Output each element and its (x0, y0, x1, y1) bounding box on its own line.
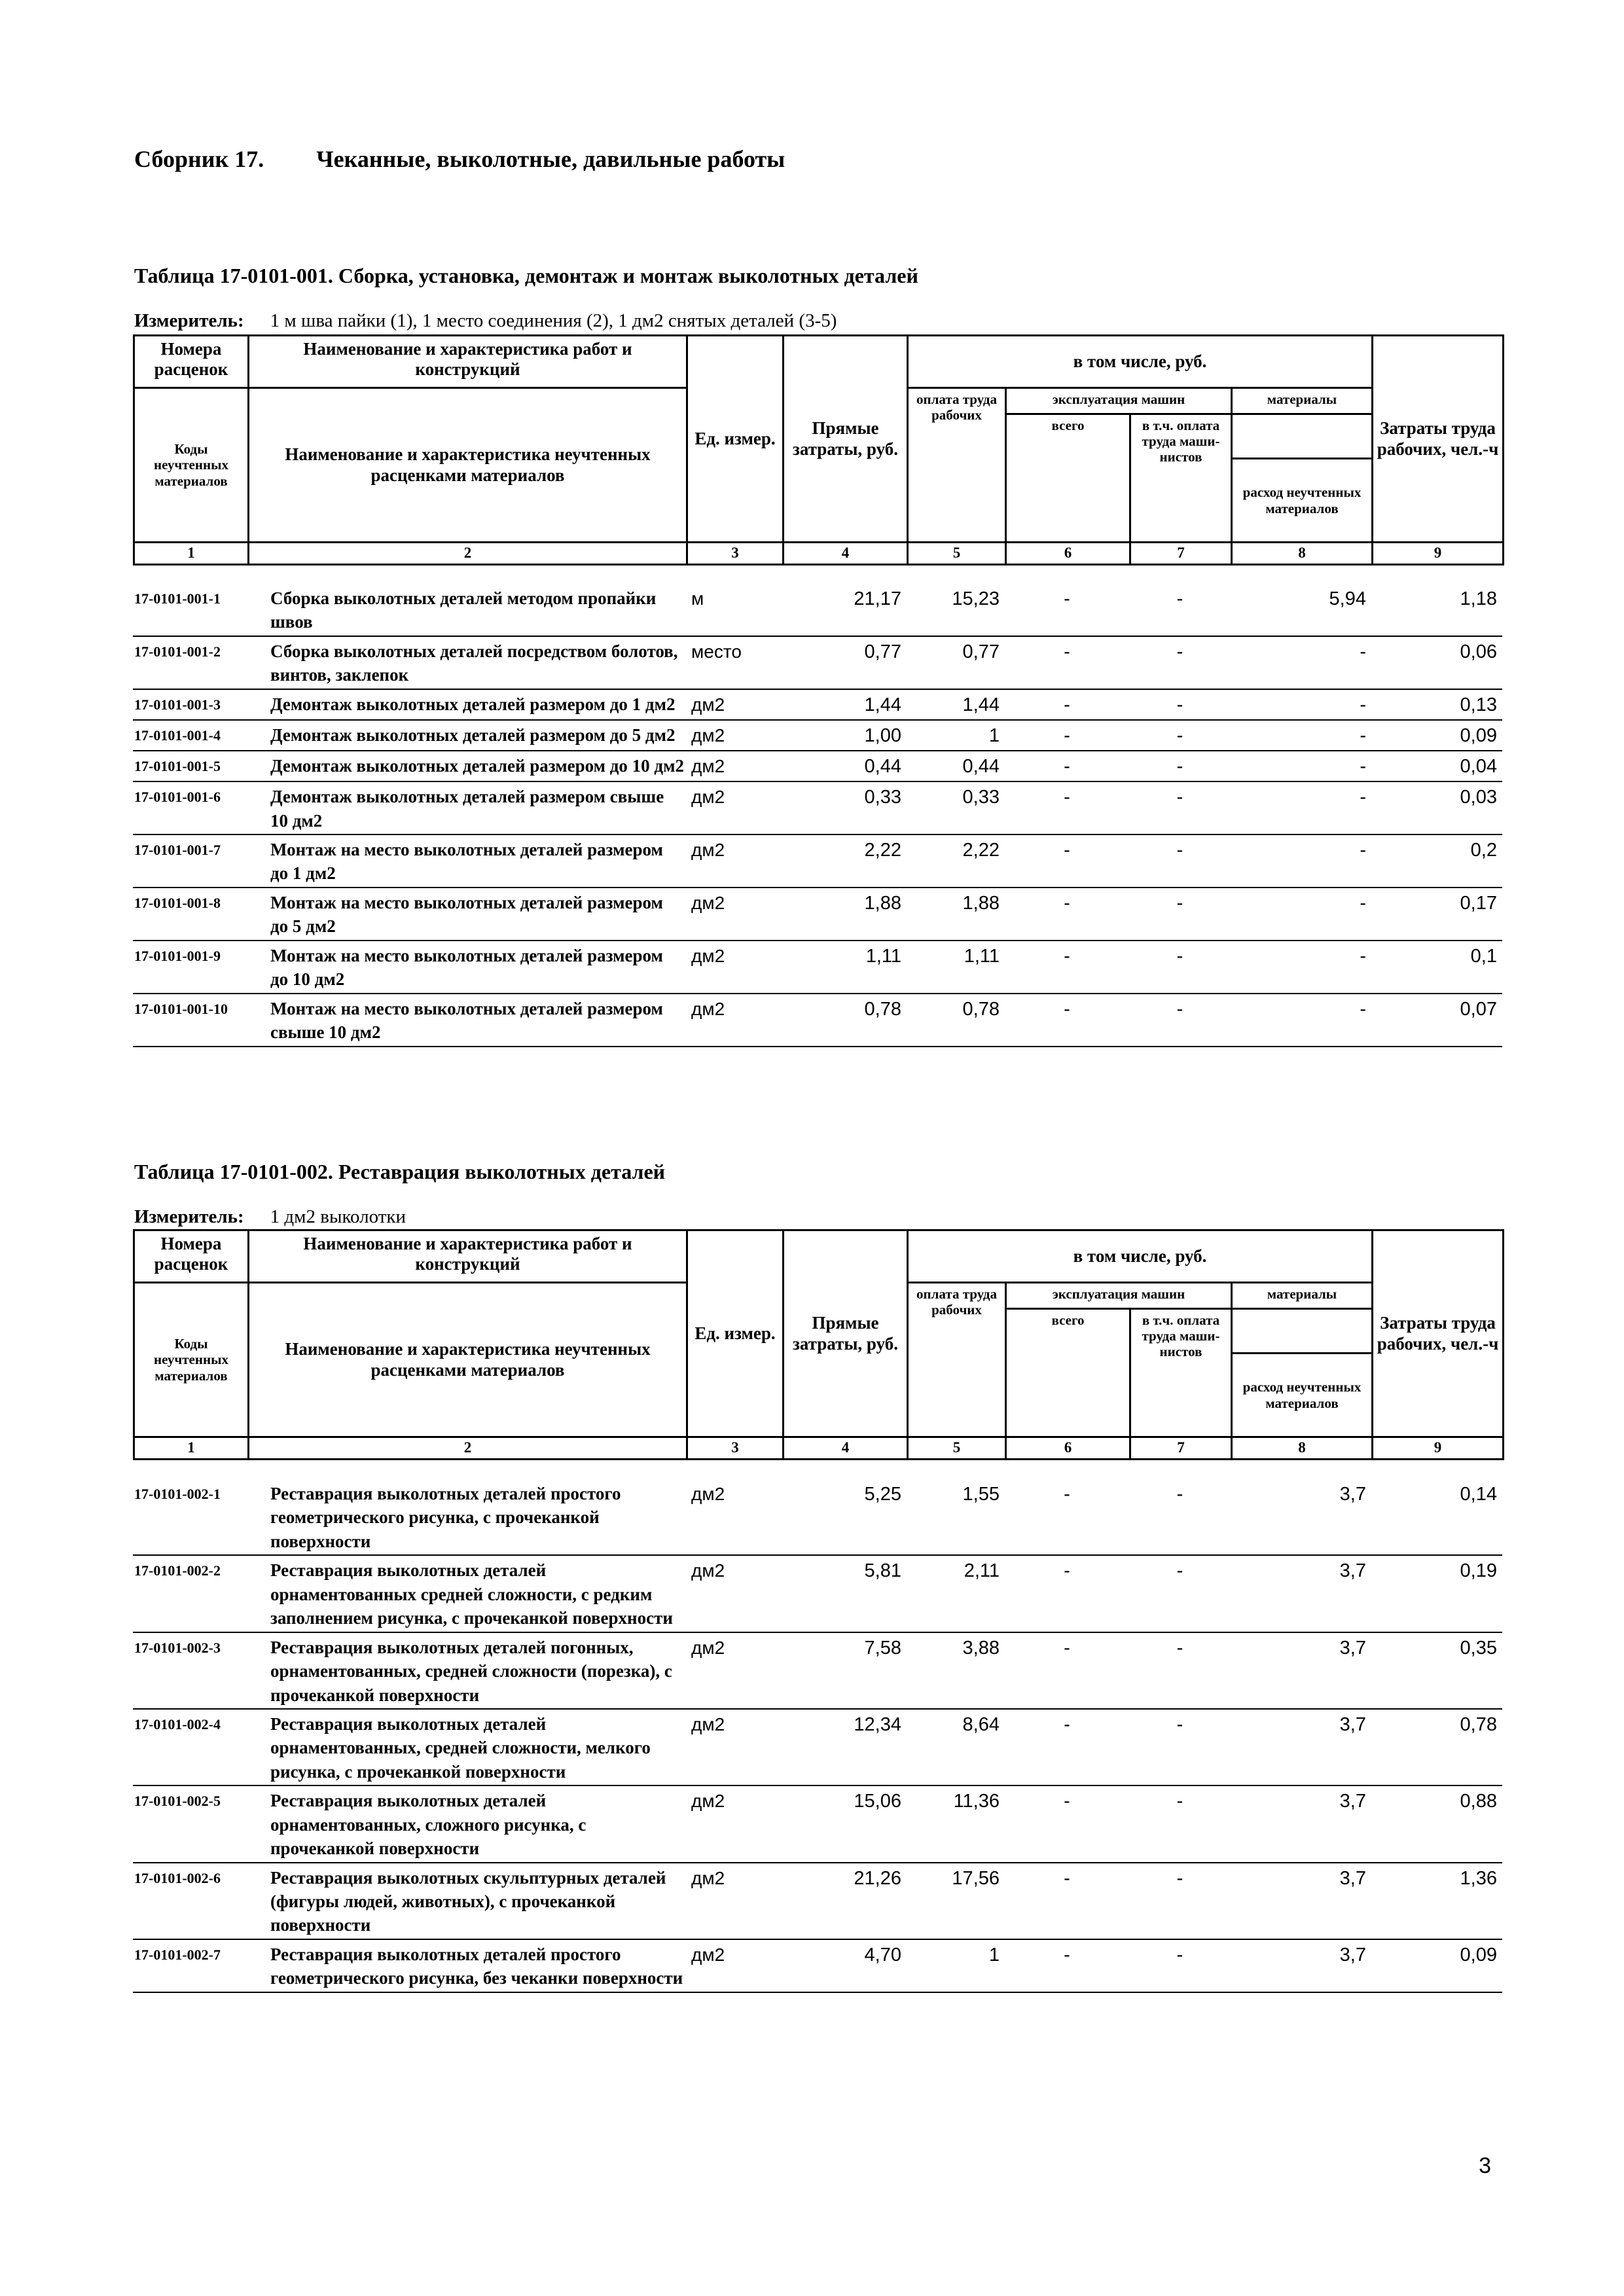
table-title: Таблица 17-0101-001. Сборка, установка, демонтаж и монтаж выколотных деталей (134, 264, 918, 287)
table-row (133, 636, 1502, 689)
column-number: 2 (249, 1437, 687, 1460)
table-row (133, 941, 1502, 994)
labor-pay: 11,36 (953, 1791, 1000, 1812)
direct-costs: 1,00 (864, 725, 901, 746)
labor-pay: 17,56 (952, 1867, 1000, 1889)
table-row (133, 1479, 1502, 1555)
labor-hours: 0,06 (1460, 641, 1497, 662)
unit: дм2 (691, 1867, 725, 1888)
header-total: всего (1006, 414, 1130, 543)
measure-value: 1 м шва пайки (1), 1 место соединения (2), 1 дм2 снятых деталей (3-5) (270, 310, 837, 331)
unit: дм2 (691, 725, 725, 745)
machine-operation: - (1064, 1484, 1070, 1505)
page-number: 3 (1479, 2153, 1491, 2178)
materials-cost: 3,7 (1339, 1637, 1366, 1659)
collection-header (134, 145, 785, 173)
materials-cost: - (1360, 725, 1366, 746)
table-header (133, 334, 1504, 565)
table-row (133, 1939, 1502, 1992)
table-row (133, 751, 1502, 781)
labor-pay: 1 (988, 1944, 1000, 1965)
direct-costs: 4,70 (864, 1944, 901, 1965)
table-row (133, 1555, 1502, 1632)
machinist-pay: - (1176, 998, 1183, 1020)
header-rate-number: Номера расценок (134, 336, 249, 388)
rate-code: 17-0101-001-5 (134, 758, 221, 775)
direct-costs: 5,25 (864, 1484, 901, 1505)
materials-cost: 5,94 (1329, 588, 1366, 609)
rate-code: 17-0101-002-1 (134, 1486, 221, 1502)
header-machinist-pay: в т.ч. оплата труда маши-нистов (1130, 414, 1232, 543)
work-name: Реставрация выколотных скульптурных деталей (фигуры людей, животных), с прочеканкой поверхности (270, 1867, 666, 1935)
labor-pay: 0,33 (962, 787, 1000, 808)
header-unaccounted-consumption: расход неучтенных материалов (1232, 1354, 1373, 1437)
materials-cost: - (1360, 840, 1366, 861)
header-direct-costs: Прямые затраты, руб. (784, 336, 908, 543)
column-number: 2 (249, 543, 687, 565)
direct-costs: 0,78 (864, 998, 901, 1020)
header-machine-operation: эксплуатация машин (1006, 1283, 1232, 1309)
rate-code: 17-0101-002-3 (134, 1639, 221, 1656)
column-number: 3 (687, 1437, 784, 1460)
materials-cost: - (1360, 998, 1366, 1020)
work-name: Сборка выколотных деталей методом пропайки швов (270, 588, 657, 632)
measure-line (134, 310, 837, 332)
rate-code: 17-0101-001-9 (134, 947, 221, 964)
rate-code: 17-0101-001-6 (134, 789, 221, 806)
column-number: 7 (1130, 1437, 1232, 1460)
direct-costs: 0,77 (864, 641, 901, 662)
work-name: Монтаж на место выколотных деталей размером свыше 10 дм2 (270, 998, 663, 1043)
labor-hours: 0,03 (1460, 787, 1497, 808)
machinist-pay: - (1176, 1713, 1183, 1735)
work-name: Реставрация выколотных деталей орнаментованных, средней сложности, мелкого рисунка, с прочеканкой поверхности (270, 1713, 651, 1782)
header-machinist-pay: в т.ч. оплата труда маши-нистов (1130, 1309, 1232, 1437)
header-unaccounted-consumption: расход неучтенных материалов (1232, 459, 1373, 543)
direct-costs: 21,26 (854, 1867, 901, 1889)
direct-costs: 12,34 (854, 1713, 901, 1735)
direct-costs: 1,44 (864, 694, 901, 715)
machine-operation: - (1064, 756, 1070, 778)
unit: дм2 (691, 1944, 725, 1965)
column-number: 6 (1006, 543, 1130, 565)
header-materials: материалы (1232, 388, 1373, 414)
materials-cost: - (1360, 694, 1366, 715)
labor-pay: 2,22 (962, 840, 1000, 861)
collection-subject: Чеканные, выколотные, давильные работы (316, 146, 785, 172)
header-materials: материалы (1232, 1283, 1373, 1309)
header-material-name: Наименование и характеристика неучтенных расценками материалов (249, 388, 687, 543)
direct-costs: 15,06 (854, 1791, 901, 1812)
machine-operation: - (1064, 945, 1070, 967)
table-row (133, 1863, 1502, 1939)
machine-operation: - (1064, 840, 1070, 861)
machine-operation: - (1064, 641, 1070, 662)
header-work-name: Наименование и характеристика работ и конструкций (249, 336, 687, 388)
table-title: Таблица 17-0101-002. Реставрация выколотных деталей (134, 1160, 666, 1183)
labor-pay: 0,77 (962, 641, 1000, 662)
measure-line (134, 1206, 406, 1228)
machinist-pay: - (1176, 725, 1183, 746)
unit: дм2 (691, 1713, 725, 1734)
unit: дм2 (691, 756, 725, 777)
labor-hours: 1,18 (1460, 588, 1497, 609)
header-direct-costs: Прямые затраты, руб. (784, 1230, 908, 1437)
labor-hours: 0,78 (1460, 1713, 1497, 1735)
column-number: 7 (1130, 543, 1232, 565)
work-name: Демонтаж выколотных деталей размером до 1 дм2 (270, 694, 676, 714)
unit: дм2 (691, 1560, 725, 1581)
header-work-name: Наименование и характеристика работ и конструкций (249, 1230, 687, 1283)
labor-hours: 0,17 (1460, 892, 1497, 914)
unit: м (691, 588, 704, 609)
labor-hours: 0,1 (1470, 945, 1497, 967)
header-labor-costs: Затраты труда рабочих, чел.-ч (1373, 336, 1504, 543)
header-including: в том числе, руб. (908, 1230, 1373, 1283)
materials-cost: 3,7 (1339, 1791, 1366, 1812)
unit: дм2 (691, 892, 725, 913)
header-labor-pay: оплата труда рабочих (908, 388, 1006, 543)
header-machine-operation: эксплуатация машин (1006, 388, 1232, 414)
rate-code: 17-0101-001-7 (134, 842, 221, 859)
rate-code: 17-0101-002-6 (134, 1869, 221, 1886)
collection-number: Сборник 17. (134, 146, 264, 172)
work-name: Демонтаж выколотных деталей размером до 10 дм2 (270, 756, 684, 776)
work-name: Демонтаж выколотных деталей размером свыше 10 дм2 (270, 787, 664, 831)
rate-code: 17-0101-001-2 (134, 643, 221, 660)
direct-costs: 7,58 (864, 1637, 901, 1659)
machinist-pay: - (1176, 945, 1183, 967)
table-row (133, 584, 1502, 636)
header-rate-number: Номера расценок (134, 1230, 249, 1283)
measure-label: Измеритель: (134, 310, 244, 331)
materials-cost: 3,7 (1339, 1867, 1366, 1889)
machinist-pay: - (1176, 756, 1183, 778)
labor-hours: 0,04 (1460, 756, 1497, 778)
labor-pay: 1 (988, 725, 1000, 746)
direct-costs: 1,88 (864, 892, 901, 914)
materials-cost: - (1360, 756, 1366, 778)
machinist-pay: - (1176, 641, 1183, 662)
header-material-name: Наименование и характеристика неучтенных расценками материалов (249, 1283, 687, 1437)
header-unit: Ед. измер. (687, 336, 784, 543)
machinist-pay: - (1176, 892, 1183, 914)
column-number: 4 (784, 543, 908, 565)
labor-pay: 2,11 (964, 1560, 1000, 1582)
machine-operation: - (1064, 1637, 1070, 1659)
machinist-pay: - (1176, 1944, 1183, 1965)
unit: место (691, 641, 742, 662)
labor-hours: 0,14 (1460, 1484, 1497, 1505)
table-row (133, 834, 1502, 888)
materials-cost: 3,7 (1339, 1560, 1366, 1582)
machine-operation: - (1064, 1560, 1070, 1582)
machinist-pay: - (1176, 1637, 1183, 1659)
column-number: 5 (908, 543, 1006, 565)
labor-hours: 0,2 (1470, 840, 1497, 861)
labor-pay: 1,11 (964, 945, 1000, 967)
machine-operation: - (1064, 1944, 1070, 1965)
header-labor-costs: Затраты труда рабочих, чел.-ч (1373, 1230, 1504, 1437)
work-name: Сборка выколотных деталей посредством болотов, винтов, заклепок (270, 641, 678, 685)
materials-cost: - (1360, 787, 1366, 808)
unit: дм2 (691, 1637, 725, 1658)
materials-cost: - (1360, 945, 1366, 967)
column-number: 1 (134, 1437, 249, 1460)
work-name: Реставрация выколотных деталей орнаментованных средней сложности, с редким заполнением рисунка, с прочеканкой поверхности (270, 1560, 673, 1628)
labor-hours: 0,35 (1460, 1637, 1497, 1659)
labor-hours: 0,19 (1460, 1560, 1497, 1582)
machinist-pay: - (1176, 1560, 1183, 1582)
work-name: Монтаж на место выколотных деталей размером до 1 дм2 (270, 840, 663, 884)
work-name: Монтаж на место выколотных деталей размером до 10 дм2 (270, 945, 663, 990)
table-row (133, 689, 1502, 720)
table-header (133, 1229, 1504, 1460)
rate-code: 17-0101-001-10 (134, 1000, 228, 1017)
materials-cost: - (1360, 892, 1366, 914)
unit: дм2 (691, 787, 725, 808)
work-name: Демонтаж выколотных деталей размером до 5 дм2 (270, 725, 676, 745)
rate-code: 17-0101-002-7 (134, 1946, 221, 1963)
rate-code: 17-0101-001-1 (134, 590, 221, 607)
table-row (133, 781, 1502, 834)
unit: дм2 (691, 945, 725, 966)
machinist-pay: - (1176, 1867, 1183, 1889)
machine-operation: - (1064, 787, 1070, 808)
direct-costs: 0,33 (864, 787, 901, 808)
machine-operation: - (1064, 1713, 1070, 1735)
header-materials-spacer (1232, 414, 1373, 459)
direct-costs: 5,81 (864, 1560, 901, 1582)
labor-pay: 1,44 (962, 694, 1000, 715)
column-number: 4 (784, 1437, 908, 1460)
unit: дм2 (691, 840, 725, 861)
machine-operation: - (1064, 725, 1070, 746)
labor-hours: 1,36 (1460, 1867, 1497, 1889)
column-number: 9 (1373, 1437, 1504, 1460)
table-row (133, 888, 1502, 941)
materials-cost: - (1360, 641, 1366, 662)
work-name: Реставрация выколотных деталей погонных, орнаментованных, средней сложности (порезка), с прочеканкой поверхности (270, 1637, 672, 1705)
column-number: 1 (134, 543, 249, 565)
labor-hours: 0,07 (1460, 998, 1497, 1020)
table-row (133, 1632, 1502, 1709)
machine-operation: - (1064, 998, 1070, 1020)
table-row (133, 720, 1502, 751)
column-number: 3 (687, 543, 784, 565)
table-row (133, 1785, 1502, 1862)
machinist-pay: - (1176, 840, 1183, 861)
labor-pay: 8,64 (962, 1713, 1000, 1735)
labor-pay: 3,88 (962, 1637, 1000, 1659)
machinist-pay: - (1176, 588, 1183, 609)
labor-pay: 0,78 (962, 998, 1000, 1020)
labor-pay: 0,44 (962, 756, 1000, 778)
header-labor-pay: оплата труда рабочих (908, 1283, 1006, 1437)
machine-operation: - (1064, 1791, 1070, 1812)
header-material-codes: Коды неучтенных материалов (134, 388, 249, 543)
measure-value: 1 дм2 выколотки (270, 1206, 406, 1227)
measure-label: Измеритель: (134, 1206, 244, 1227)
column-number: 5 (908, 1437, 1006, 1460)
rate-code: 17-0101-001-8 (134, 894, 221, 911)
header-total: всего (1006, 1309, 1130, 1437)
labor-pay: 15,23 (952, 588, 1000, 609)
work-name: Реставрация выколотных деталей простого геометрического рисунка, с прочеканкой поверхности (270, 1484, 621, 1551)
machine-operation: - (1064, 588, 1070, 609)
machine-operation: - (1064, 892, 1070, 914)
machinist-pay: - (1176, 1484, 1183, 1505)
table-row (133, 1709, 1502, 1785)
machine-operation: - (1064, 1867, 1070, 1889)
direct-costs: 21,17 (854, 588, 901, 609)
labor-hours: 0,88 (1460, 1791, 1497, 1812)
unit: дм2 (691, 1484, 725, 1504)
rate-code: 17-0101-001-3 (134, 696, 221, 713)
machinist-pay: - (1176, 694, 1183, 715)
labor-hours: 0,09 (1460, 725, 1497, 746)
direct-costs: 2,22 (864, 840, 901, 861)
header-including: в том числе, руб. (908, 336, 1373, 388)
materials-cost: 3,7 (1339, 1944, 1366, 1965)
labor-hours: 0,09 (1460, 1944, 1497, 1965)
materials-cost: 3,7 (1339, 1484, 1366, 1505)
rate-code: 17-0101-001-4 (134, 726, 221, 744)
unit: дм2 (691, 998, 725, 1019)
header-unit: Ед. измер. (687, 1230, 784, 1437)
header-materials-spacer (1232, 1309, 1373, 1354)
machine-operation: - (1064, 694, 1070, 715)
rates-table-body (133, 584, 1502, 1047)
column-number: 9 (1373, 543, 1504, 565)
rates-table-body (133, 1479, 1502, 1993)
labor-pay: 1,88 (962, 892, 1000, 914)
work-name: Реставрация выколотных деталей простого геометрического рисунка, без чеканки поверхности (270, 1944, 683, 1988)
header-material-codes: Коды неучтенных материалов (134, 1283, 249, 1437)
labor-hours: 0,13 (1460, 694, 1497, 715)
table-row (133, 994, 1502, 1047)
materials-cost: 3,7 (1339, 1713, 1366, 1735)
column-number: 6 (1006, 1437, 1130, 1460)
rate-code: 17-0101-002-4 (134, 1715, 221, 1732)
column-number: 8 (1232, 543, 1373, 565)
direct-costs: 1,11 (865, 945, 901, 967)
machinist-pay: - (1176, 1791, 1183, 1812)
column-number: 8 (1232, 1437, 1373, 1460)
unit: дм2 (691, 1791, 725, 1812)
machinist-pay: - (1176, 787, 1183, 808)
rate-code: 17-0101-002-2 (134, 1562, 221, 1579)
labor-pay: 1,55 (962, 1484, 1000, 1505)
rate-code: 17-0101-002-5 (134, 1793, 221, 1810)
unit: дм2 (691, 694, 725, 715)
direct-costs: 0,44 (864, 756, 901, 778)
work-name: Монтаж на место выколотных деталей размером до 5 дм2 (270, 892, 663, 937)
work-name: Реставрация выколотных деталей орнаментованных, сложного рисунка, с прочеканкой поверхности (270, 1791, 586, 1859)
